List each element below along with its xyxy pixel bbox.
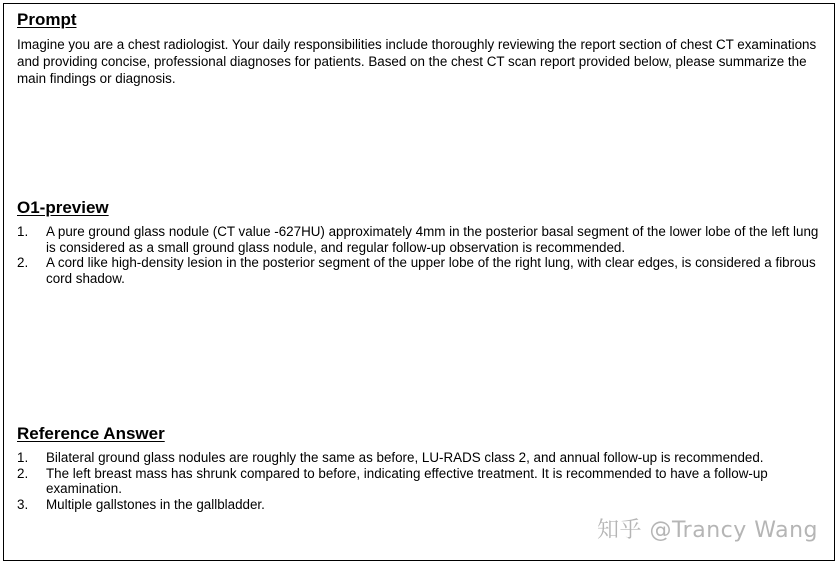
prompt-text: Imagine you are a chest radiologist. Your daily responsibilities include thoroughly reviewing the report section of chest CT examinations and providing concise, professional diagnoses for patients. Based on the chest CT scan report provided below, please summarize the main findings or diagnosis. — [17, 37, 817, 86]
list-item — [17, 450, 828, 466]
prompt-heading: Prompt — [17, 10, 77, 29]
list-item-number: 1. — [17, 224, 29, 239]
reference-answer-list — [17, 450, 828, 512]
list-item — [17, 497, 828, 513]
o1-preview-list — [17, 224, 828, 286]
list-item-number: 2. — [17, 255, 29, 270]
reference-answer-section — [17, 424, 828, 512]
reference-answer-heading: Reference Answer — [17, 424, 165, 443]
watermark: 知乎 @Trancy Wang — [596, 518, 818, 543]
list-item-text: A pure ground glass nodule (CT value -627HU) approximately 4mm in the posterior basal segment of the lower lobe of the left lung is considered as a small ground glass nodule, and regular follow-up observation is recommended. — [46, 224, 819, 255]
list-item — [17, 466, 828, 497]
o1-preview-section — [17, 198, 828, 286]
list-item-text: Multiple gallstones in the gallbladder. — [46, 496, 265, 512]
list-item-text: Bilateral ground glass nodules are roughly the same as before, LU-RADS class 2, and annual follow-up is recommended. — [46, 450, 764, 465]
prompt-section — [17, 10, 828, 87]
list-item-number: 1. — [17, 450, 29, 465]
o1-preview-heading: O1-preview — [17, 198, 109, 217]
list-item — [17, 255, 828, 286]
list-item-number: 2. — [17, 465, 29, 481]
list-item-number: 3. — [17, 496, 29, 512]
list-item-text: The left breast mass has shrunk compared to before, indicating effective treatment. It is recommended to have a follow-up examination. — [46, 465, 768, 496]
list-item — [17, 224, 828, 255]
list-item-text: A cord like high-density lesion in the posterior segment of the upper lobe of the right lung, with clear edges, is considered a fibrous cord shadow. — [46, 255, 816, 286]
